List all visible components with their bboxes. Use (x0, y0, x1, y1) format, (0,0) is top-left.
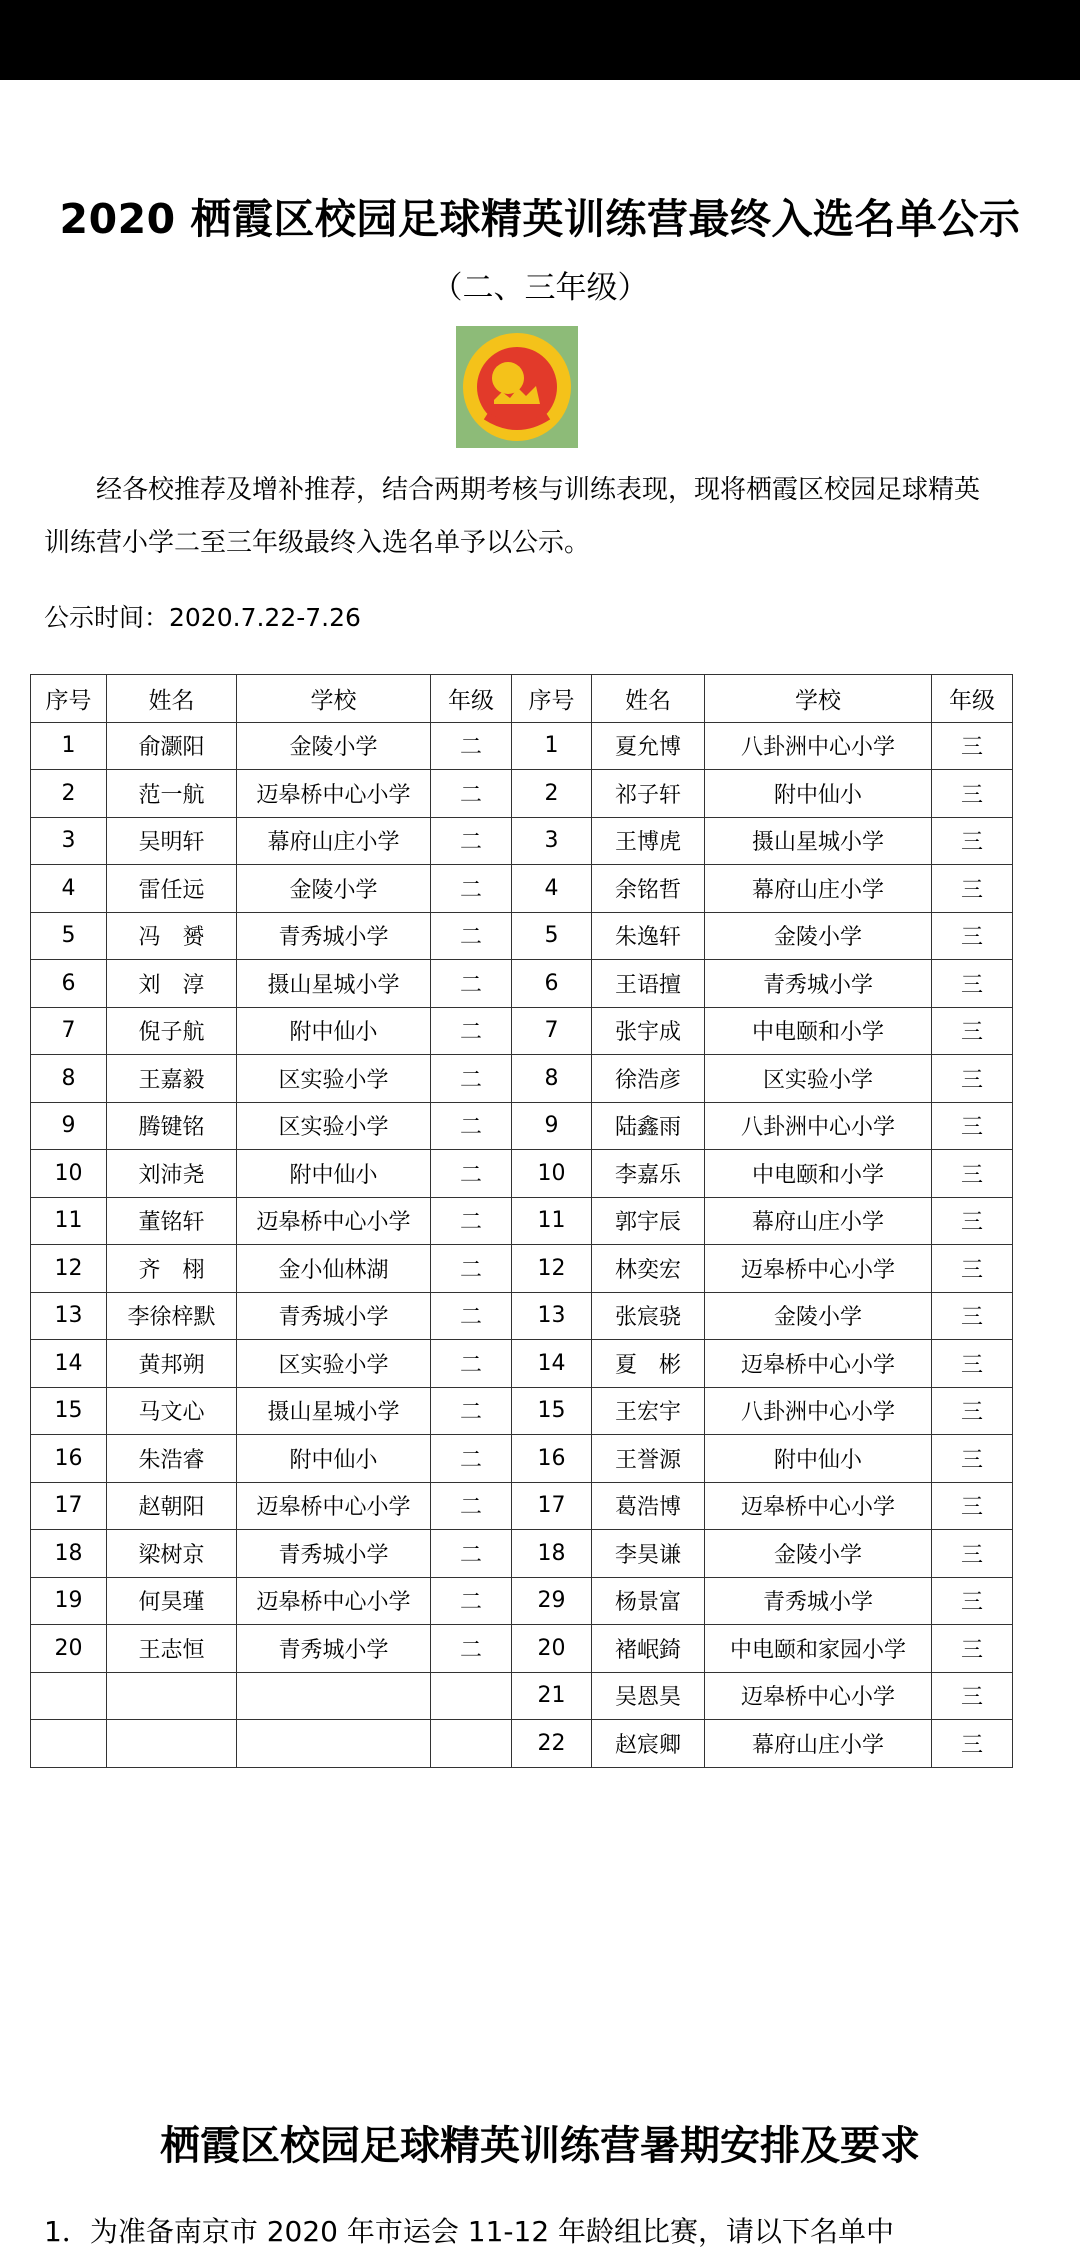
table-cell: 三 (932, 1197, 1013, 1245)
table-cell: 二 (431, 960, 512, 1008)
table-cell: 幕府山庄小学 (705, 865, 932, 913)
table-cell: 夏允博 (592, 722, 705, 770)
table-cell: 三 (932, 770, 1013, 818)
table-cell: 三 (932, 1292, 1013, 1340)
table-cell: 二 (431, 817, 512, 865)
table-cell: 三 (932, 1435, 1013, 1483)
table-cell: 9 (512, 1102, 592, 1150)
table-cell: 三 (932, 1007, 1013, 1055)
table-cell: 幕府山庄小学 (237, 817, 431, 865)
table-cell: 16 (512, 1435, 592, 1483)
table-cell: 摄山星城小学 (237, 1387, 431, 1435)
table-cell: 21 (512, 1672, 592, 1720)
table-row (31, 722, 1013, 770)
table-cell: 八卦洲中心小学 (705, 1102, 932, 1150)
table-row (31, 1625, 1013, 1673)
table-cell: 三 (932, 1530, 1013, 1578)
table-cell: 青秀城小学 (237, 1530, 431, 1578)
header-cell: 年级 (431, 675, 512, 723)
table-cell: 9 (31, 1102, 107, 1150)
table-row (31, 1102, 1013, 1150)
table-cell: 13 (512, 1292, 592, 1340)
table-cell: 葛浩博 (592, 1482, 705, 1530)
table-cell: 区实验小学 (705, 1055, 932, 1103)
table-cell: 张宸骁 (592, 1292, 705, 1340)
table-cell: 余铭哲 (592, 865, 705, 913)
table-cell: 三 (932, 1387, 1013, 1435)
table-row (31, 1292, 1013, 1340)
table-row (31, 1720, 1013, 1768)
header-cell: 学校 (237, 675, 431, 723)
table-cell: 雷任远 (107, 865, 237, 913)
table-cell: 2 (31, 770, 107, 818)
table-cell: 3 (512, 817, 592, 865)
table-cell: 中电颐和家园小学 (705, 1625, 932, 1673)
table-header-row (31, 675, 1013, 723)
table-cell: 青秀城小学 (237, 912, 431, 960)
table-cell: 八卦洲中心小学 (705, 1387, 932, 1435)
announcement-date: 公示时间：2020.7.22-7.26 (44, 603, 361, 632)
table-cell: 迈皋桥中心小学 (705, 1672, 932, 1720)
table-cell: 二 (431, 1340, 512, 1388)
table-cell: 16 (31, 1435, 107, 1483)
table-cell: 18 (31, 1530, 107, 1578)
table-cell: 附中仙小 (237, 1435, 431, 1483)
table-cell: 2 (512, 770, 592, 818)
table-cell: 三 (932, 960, 1013, 1008)
table-cell: 三 (932, 1672, 1013, 1720)
table-cell (31, 1672, 107, 1720)
table-row (31, 960, 1013, 1008)
table-cell: 二 (431, 865, 512, 913)
table-cell: 刘沛尧 (107, 1150, 237, 1198)
table-cell: 附中仙小 (237, 1150, 431, 1198)
table-cell: 冯 赟 (107, 912, 237, 960)
table-cell: 三 (932, 1577, 1013, 1625)
table-cell: 迈皋桥中心小学 (237, 1482, 431, 1530)
table-cell: 金陵小学 (237, 722, 431, 770)
table-cell: 摄山星城小学 (705, 817, 932, 865)
table-cell: 三 (932, 1150, 1013, 1198)
table-cell: 徐浩彦 (592, 1055, 705, 1103)
table-cell: 二 (431, 1150, 512, 1198)
table-cell: 幕府山庄小学 (705, 1197, 932, 1245)
table-cell: 二 (431, 1387, 512, 1435)
selection-roster-table (30, 674, 1013, 1768)
header-cell: 年级 (932, 675, 1013, 723)
table-cell: 马文心 (107, 1387, 237, 1435)
table-cell: 19 (31, 1577, 107, 1625)
table-cell: 迈皋桥中心小学 (705, 1245, 932, 1293)
table-cell: 金小仙林湖 (237, 1245, 431, 1293)
table-cell: 迈皋桥中心小学 (705, 1482, 932, 1530)
table-row (31, 912, 1013, 960)
table-cell: 李徐梓默 (107, 1292, 237, 1340)
table-cell: 二 (431, 1055, 512, 1103)
table-cell: 青秀城小学 (237, 1292, 431, 1340)
table-cell: 李嘉乐 (592, 1150, 705, 1198)
table-cell: 金陵小学 (705, 1530, 932, 1578)
table-cell: 二 (431, 912, 512, 960)
table-cell: 刘 淳 (107, 960, 237, 1008)
header-cell: 姓名 (592, 675, 705, 723)
table-cell: 梁树京 (107, 1530, 237, 1578)
table-cell: 青秀城小学 (705, 960, 932, 1008)
table-cell (31, 1720, 107, 1768)
table-row (31, 1577, 1013, 1625)
header-cell: 序号 (512, 675, 592, 723)
table-cell: 中电颐和小学 (705, 1007, 932, 1055)
page-subtitle: （二、三年级） (431, 270, 649, 306)
table-cell: 8 (31, 1055, 107, 1103)
table-cell: 1 (31, 722, 107, 770)
table-cell: 吴恩昊 (592, 1672, 705, 1720)
table-cell: 倪子航 (107, 1007, 237, 1055)
table-cell: 三 (932, 1245, 1013, 1293)
table-cell: 范一航 (107, 770, 237, 818)
table-cell: 二 (431, 1245, 512, 1293)
table-row (31, 865, 1013, 913)
table-cell: 附中仙小 (705, 770, 932, 818)
table-row (31, 1482, 1013, 1530)
table-cell: 金陵小学 (705, 1292, 932, 1340)
table-cell: 夏 彬 (592, 1340, 705, 1388)
table-cell: 赵朝阳 (107, 1482, 237, 1530)
table-cell: 22 (512, 1720, 592, 1768)
table-cell: 附中仙小 (705, 1435, 932, 1483)
table-cell (107, 1672, 237, 1720)
table-cell: 5 (512, 912, 592, 960)
table-cell: 6 (31, 960, 107, 1008)
table-cell (237, 1672, 431, 1720)
table-cell: 二 (431, 770, 512, 818)
table-cell: 10 (31, 1150, 107, 1198)
page-title: 2020 栖霞区校园足球精英训练营最终入选名单公示 (59, 195, 1021, 243)
table-cell: 区实验小学 (237, 1340, 431, 1388)
section2-title: 栖霞区校园足球精英训练营暑期安排及要求 (160, 2123, 920, 2169)
table-cell: 5 (31, 912, 107, 960)
table-cell: 郭宇辰 (592, 1197, 705, 1245)
table-cell: 二 (431, 1102, 512, 1150)
table-cell: 杨景富 (592, 1577, 705, 1625)
table-cell: 4 (512, 865, 592, 913)
table-cell: 赵宸卿 (592, 1720, 705, 1768)
table-cell: 区实验小学 (237, 1055, 431, 1103)
table-cell: 二 (431, 1435, 512, 1483)
table-row (31, 1387, 1013, 1435)
table-cell: 4 (31, 865, 107, 913)
table-cell: 附中仙小 (237, 1007, 431, 1055)
table-cell: 11 (31, 1197, 107, 1245)
table-cell: 青秀城小学 (705, 1577, 932, 1625)
header-cell: 学校 (705, 675, 932, 723)
table-cell: 7 (31, 1007, 107, 1055)
table-cell: 迈皋桥中心小学 (237, 770, 431, 818)
table-row (31, 1197, 1013, 1245)
table-cell: 李昊谦 (592, 1530, 705, 1578)
table-cell (107, 1720, 237, 1768)
table-cell: 三 (932, 912, 1013, 960)
table-cell: 18 (512, 1530, 592, 1578)
table-cell: 褚岷錡 (592, 1625, 705, 1673)
table-cell: 三 (932, 722, 1013, 770)
table-cell: 二 (431, 722, 512, 770)
table-cell: 二 (431, 1007, 512, 1055)
table-cell: 二 (431, 1292, 512, 1340)
table-cell: 金陵小学 (237, 865, 431, 913)
table-cell: 迈皋桥中心小学 (705, 1340, 932, 1388)
table-row (31, 1055, 1013, 1103)
table-cell: 12 (512, 1245, 592, 1293)
table-cell: 13 (31, 1292, 107, 1340)
table-cell: 张宇成 (592, 1007, 705, 1055)
table-row (31, 1150, 1013, 1198)
table-cell: 8 (512, 1055, 592, 1103)
table-cell (431, 1720, 512, 1768)
table-cell: 迈皋桥中心小学 (237, 1197, 431, 1245)
table-cell: 金陵小学 (705, 912, 932, 960)
table-cell: 三 (932, 1102, 1013, 1150)
table-cell: 二 (431, 1577, 512, 1625)
table-cell: 三 (932, 1482, 1013, 1530)
table-cell: 朱逸轩 (592, 912, 705, 960)
table-cell: 10 (512, 1150, 592, 1198)
table-cell (431, 1672, 512, 1720)
table-row (31, 817, 1013, 865)
section2-first-line: 1．为准备南京市 2020 年市运会 11-12 年龄组比赛，请以下名单中 (44, 2215, 895, 2248)
table-cell: 6 (512, 960, 592, 1008)
table-cell: 腾键铭 (107, 1102, 237, 1150)
table-cell: 王博虎 (592, 817, 705, 865)
table-cell: 17 (31, 1482, 107, 1530)
table-cell: 三 (932, 1055, 1013, 1103)
table-cell: 林奕宏 (592, 1245, 705, 1293)
intro-paragraph: 经各校推荐及增补推荐，结合两期考核与训练表现，现将栖霞区校园足球精英训练营小学二至三年级最终入选名单予以公示。 (44, 475, 981, 558)
table-cell: 董铭轩 (107, 1197, 237, 1245)
table-cell: 俞灏阳 (107, 722, 237, 770)
table-cell: 15 (31, 1387, 107, 1435)
table-cell: 29 (512, 1577, 592, 1625)
table-cell: 王嘉毅 (107, 1055, 237, 1103)
table-cell: 王志恒 (107, 1625, 237, 1673)
table-cell: 齐 栩 (107, 1245, 237, 1293)
table-cell: 20 (31, 1625, 107, 1673)
table-cell: 朱浩睿 (107, 1435, 237, 1483)
table-cell: 1 (512, 722, 592, 770)
table-cell: 3 (31, 817, 107, 865)
table-row (31, 1530, 1013, 1578)
table-cell: 中电颐和小学 (705, 1150, 932, 1198)
table-cell: 11 (512, 1197, 592, 1245)
table-cell: 八卦洲中心小学 (705, 722, 932, 770)
table-cell: 17 (512, 1482, 592, 1530)
table-cell: 摄山星城小学 (237, 960, 431, 1008)
table-cell: 三 (932, 817, 1013, 865)
campus-football-logo (456, 326, 578, 448)
table-cell: 20 (512, 1625, 592, 1673)
table-row (31, 1245, 1013, 1293)
table-cell: 幕府山庄小学 (705, 1720, 932, 1768)
table-cell: 何昊瑾 (107, 1577, 237, 1625)
table-cell: 吴明轩 (107, 817, 237, 865)
table-cell: 区实验小学 (237, 1102, 431, 1150)
table-cell: 12 (31, 1245, 107, 1293)
table-row (31, 1435, 1013, 1483)
table-cell (237, 1720, 431, 1768)
table-cell: 二 (431, 1625, 512, 1673)
table-cell: 二 (431, 1482, 512, 1530)
table-cell: 二 (431, 1197, 512, 1245)
table-cell: 王誉源 (592, 1435, 705, 1483)
table-cell: 王宏宇 (592, 1387, 705, 1435)
table-cell: 14 (31, 1340, 107, 1388)
table-row (31, 770, 1013, 818)
table-row (31, 1007, 1013, 1055)
table-cell: 二 (431, 1530, 512, 1578)
table-cell: 三 (932, 865, 1013, 913)
top-status-bar (0, 0, 1080, 80)
table-cell: 三 (932, 1340, 1013, 1388)
table-cell: 陆鑫雨 (592, 1102, 705, 1150)
table-cell: 青秀城小学 (237, 1625, 431, 1673)
table-cell: 黄邦朔 (107, 1340, 237, 1388)
header-cell: 序号 (31, 675, 107, 723)
table-cell: 祁子轩 (592, 770, 705, 818)
table-cell: 7 (512, 1007, 592, 1055)
table-cell: 14 (512, 1340, 592, 1388)
table-cell: 15 (512, 1387, 592, 1435)
table-row (31, 1672, 1013, 1720)
table-cell: 三 (932, 1720, 1013, 1768)
table-cell: 王语擅 (592, 960, 705, 1008)
table-cell: 迈皋桥中心小学 (237, 1577, 431, 1625)
table-row (31, 1340, 1013, 1388)
header-cell: 姓名 (107, 675, 237, 723)
table-cell: 三 (932, 1625, 1013, 1673)
table-body (31, 722, 1013, 1767)
